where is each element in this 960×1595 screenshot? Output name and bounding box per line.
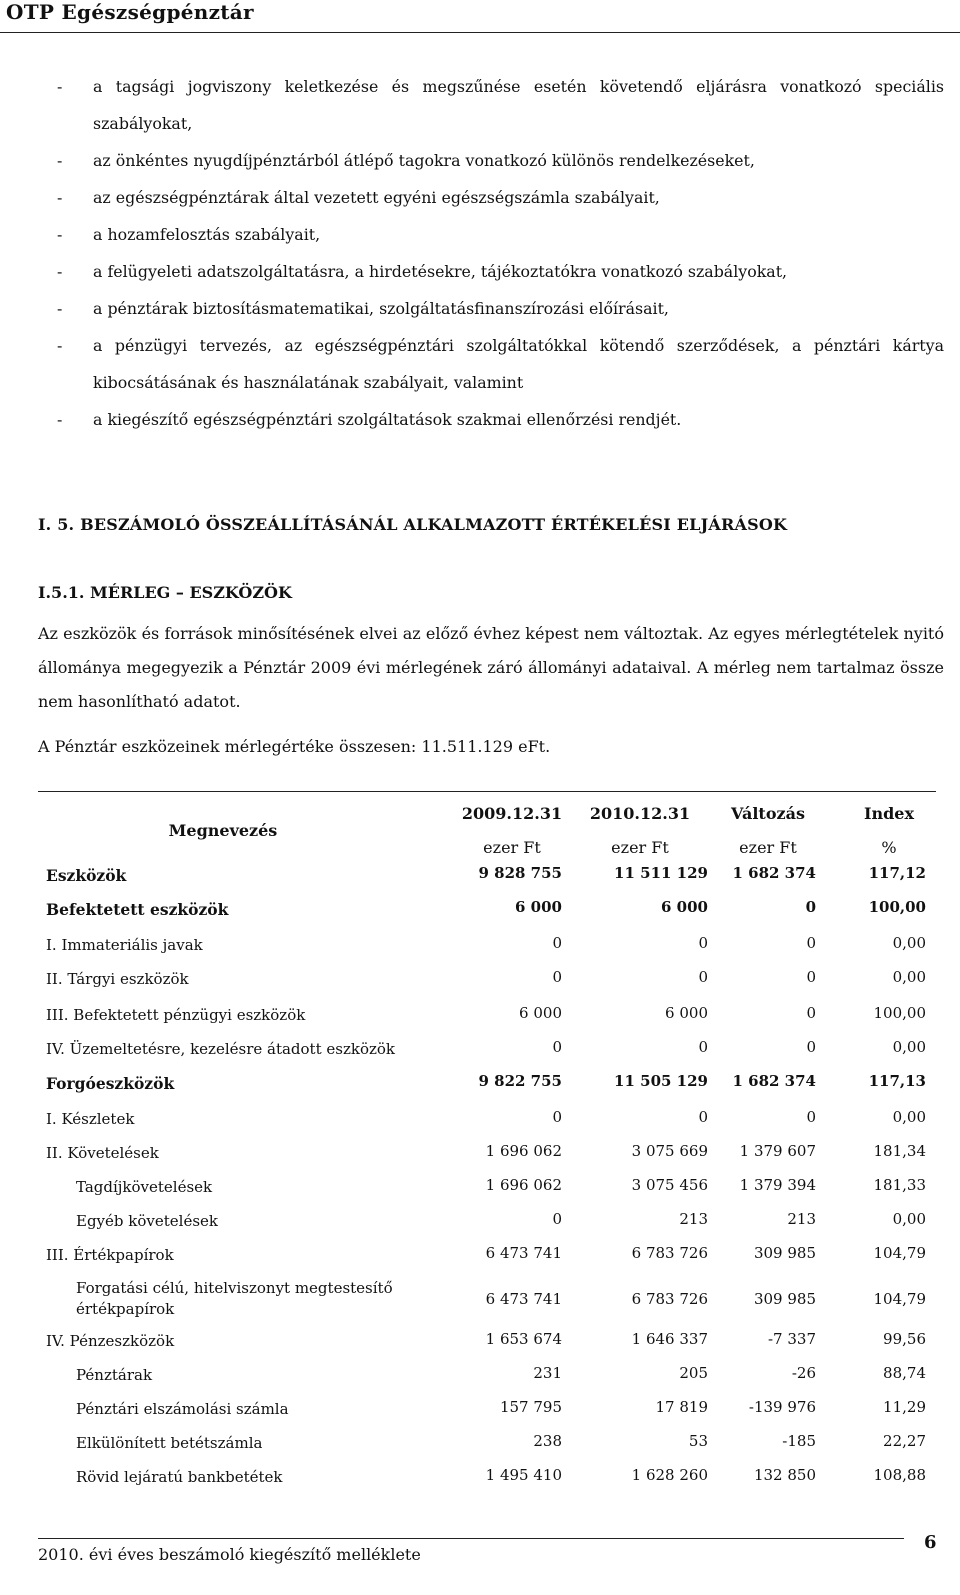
row-divider xyxy=(38,1064,936,1065)
row-label: IV. Üzemeltetésre, kezelésre átadott eszközök xyxy=(46,1040,396,1058)
section-heading: I. 5. BESZÁMOLÓ ÖSSZEÁLLÍTÁSÁNÁL ALKALMAZOTT ÉRTÉKELÉSI ELJÁRÁSOK xyxy=(38,515,788,534)
row-divider xyxy=(38,1098,936,1099)
name-column-header: Megnevezés xyxy=(168,820,278,840)
page-number: 6 xyxy=(924,1532,937,1553)
row-value: 0 xyxy=(805,898,816,916)
row-value: 3 075 669 xyxy=(631,1142,708,1160)
bullet-item: - a kiegészítő egészségpénztári szolgáltatások szakmai ellenőrzési rendjét. xyxy=(57,410,682,429)
row-value: 0 xyxy=(806,1108,816,1126)
row-label: II. Tárgyi eszközök xyxy=(46,970,189,988)
row-divider xyxy=(38,1270,936,1271)
row-value: -185 xyxy=(782,1432,816,1450)
row-label: Befektetett eszközök xyxy=(46,900,229,919)
row-value: 11 505 129 xyxy=(614,1072,708,1090)
row-divider xyxy=(38,1492,936,1493)
row-label: Elkülönített betétszámla xyxy=(76,1434,263,1452)
row-label: III. Értékpapírok xyxy=(46,1246,174,1264)
row-value: 6 473 741 xyxy=(485,1244,562,1262)
row-value: 1 646 337 xyxy=(631,1330,708,1348)
row-value: 181,33 xyxy=(873,1176,926,1194)
row-value: 205 xyxy=(679,1364,708,1382)
row-label: Tagdíjkövetelések xyxy=(76,1178,213,1196)
row-value: 100,00 xyxy=(873,1004,926,1022)
row-value: 0 xyxy=(552,1038,562,1056)
row-divider xyxy=(38,1168,936,1169)
row-value: 1 379 607 xyxy=(739,1142,816,1160)
row-value: 1 628 260 xyxy=(631,1466,708,1484)
row-value: 1 653 674 xyxy=(485,1330,562,1348)
row-value: 104,79 xyxy=(873,1244,926,1262)
row-label: Eszközök xyxy=(46,866,127,885)
row-value: 0,00 xyxy=(892,968,926,986)
row-value: 0 xyxy=(552,1210,562,1228)
row-value: 108,88 xyxy=(873,1466,926,1484)
row-value: 238 xyxy=(533,1432,562,1450)
row-divider xyxy=(38,1202,936,1203)
column-header-2010: 2010.12.31 xyxy=(589,804,691,823)
row-value: 6 473 741 xyxy=(485,1290,562,1308)
row-value: 117,13 xyxy=(868,1072,926,1090)
bullet-item: - a pénzügyi tervezés, az egészségpénztári szolgáltatókkal kötendő szerződések, a pénztári kártya kibocsátásának és használatának szabályait, valamint xyxy=(57,336,944,392)
row-value: 231 xyxy=(533,1364,562,1382)
bullet-list xyxy=(0,68,960,438)
row-value: 132 850 xyxy=(753,1466,816,1484)
row-value: 117,12 xyxy=(868,864,926,882)
row-divider xyxy=(38,924,936,925)
bullet-item: - a tagsági jogviszony keletkezése és megszűnése esetén követendő eljárásra vonatkozó speciális szabályokat, xyxy=(57,77,944,133)
row-divider xyxy=(38,890,936,891)
row-value: 1 696 062 xyxy=(485,1142,562,1160)
row-label: Rövid lejáratú bankbetétek xyxy=(76,1468,283,1486)
column-unit-2009: ezer Ft xyxy=(483,838,541,857)
row-divider xyxy=(38,1390,936,1391)
row-label: III. Befektetett pénzügyi eszközök xyxy=(46,1006,306,1024)
row-value: 0,00 xyxy=(892,1210,926,1228)
row-value: 6 783 726 xyxy=(631,1244,708,1262)
bullet-item: - az egészségpénztárak által vezetett egyéni egészségszámla szabályait, xyxy=(57,188,660,207)
row-value: 88,74 xyxy=(883,1364,926,1382)
row-label: Forgóeszközök xyxy=(46,1074,175,1093)
row-value: 1 682 374 xyxy=(732,1072,816,1090)
row-value: 213 xyxy=(679,1210,708,1228)
row-value: 0 xyxy=(552,934,562,952)
row-value: 0 xyxy=(552,1108,562,1126)
row-value: 0 xyxy=(698,1038,708,1056)
row-value: 17 819 xyxy=(655,1398,708,1416)
row-label: Forgatási célú, hitelviszonyt megtestesítő értékpapírok xyxy=(76,1279,393,1318)
row-label: Egyéb követelések xyxy=(76,1212,218,1230)
row-value: 1 682 374 xyxy=(732,864,816,882)
row-value: 1 696 062 xyxy=(485,1176,562,1194)
row-label: I. Készletek xyxy=(46,1110,135,1128)
row-value: 0,00 xyxy=(892,1038,926,1056)
row-value: 6 000 xyxy=(661,898,708,916)
row-value: 6 783 726 xyxy=(631,1290,708,1308)
row-value: 0,00 xyxy=(892,934,926,952)
row-value: 9 828 755 xyxy=(478,864,562,882)
subsection-heading: I.5.1. MÉRLEG – ESZKÖZÖK xyxy=(38,583,292,602)
total-assets-line: A Pénztár eszközeinek mérlegértéke összesen: 11.511.129 eFt. xyxy=(38,737,551,756)
row-divider xyxy=(38,994,936,995)
row-value: 9 822 755 xyxy=(478,1072,562,1090)
row-value: 213 xyxy=(787,1210,816,1228)
row-value: 53 xyxy=(688,1432,708,1450)
row-label: I. Immateriális javak xyxy=(46,936,203,954)
row-value: 181,34 xyxy=(873,1142,926,1160)
bullet-item: - a felügyeleti adatszolgáltatásra, a hirdetésekre, tájékoztatókra vonatkozó szabályokat, xyxy=(57,262,788,281)
document-header-title: OTP Egészségpénztár xyxy=(6,0,254,24)
column-header-index: Index xyxy=(863,804,915,823)
row-value: 0 xyxy=(552,968,562,986)
row-value: 0 xyxy=(698,968,708,986)
bullet-item: - a pénztárak biztosításmatematikai, szolgáltatásfinanszírozási előírásait, xyxy=(57,299,669,318)
row-value: 0 xyxy=(806,968,816,986)
bullet-item: - az önkéntes nyugdíjpénztárból átlépő tagokra vonatkozó különös rendelkezéseket, xyxy=(57,151,755,170)
row-divider xyxy=(38,1324,936,1325)
row-label: Pénztári elszámolási számla xyxy=(76,1400,289,1418)
row-value: 22,27 xyxy=(883,1432,926,1450)
row-divider xyxy=(38,1424,936,1425)
row-value: 0 xyxy=(698,934,708,952)
row-value: 0,00 xyxy=(892,1108,926,1126)
row-value: -7 337 xyxy=(767,1330,816,1348)
row-value: 0 xyxy=(806,1004,816,1022)
body-paragraph: Az eszközök és források minősítésének elvei az előző évhez képest nem változtak. Az egyes mérlegtételek nyitó állománya megegyezik a Pénztár 2009 évi mérlegének záró állományi adataival. A mérleg nem tartalmaz össze nem hasonlítható adatot. xyxy=(38,624,944,711)
row-value: 11,29 xyxy=(883,1398,926,1416)
row-value: 99,56 xyxy=(883,1330,926,1348)
row-value: 6 000 xyxy=(665,1004,708,1022)
row-divider xyxy=(38,1030,936,1031)
column-unit-change: ezer Ft xyxy=(739,838,797,857)
row-value: 6 000 xyxy=(515,898,562,916)
row-value: -139 976 xyxy=(748,1398,816,1416)
row-value: 309 985 xyxy=(753,1244,816,1262)
row-value: 0 xyxy=(806,1038,816,1056)
row-value: 11 511 129 xyxy=(614,864,708,882)
table-top-rule xyxy=(38,791,936,792)
row-value: 157 795 xyxy=(499,1398,562,1416)
column-unit-2010: ezer Ft xyxy=(611,838,669,857)
footer-text: 2010. évi éves beszámoló kiegészítő melléklete xyxy=(38,1545,421,1564)
footer-divider xyxy=(38,1538,904,1539)
row-label: Pénztárak xyxy=(76,1366,153,1384)
row-value: 104,79 xyxy=(873,1290,926,1308)
row-value: 1 495 410 xyxy=(485,1466,562,1484)
column-unit-index: % xyxy=(881,838,897,857)
row-value: 0 xyxy=(698,1108,708,1126)
row-divider xyxy=(38,1458,936,1459)
column-header-2009: 2009.12.31 xyxy=(461,804,563,823)
table-header xyxy=(0,800,960,860)
row-divider xyxy=(38,960,936,961)
row-value: 3 075 456 xyxy=(631,1176,708,1194)
row-value: 1 379 394 xyxy=(739,1176,816,1194)
row-value: 100,00 xyxy=(868,898,926,916)
row-value: 6 000 xyxy=(519,1004,562,1022)
row-label: IV. Pénzeszközök xyxy=(46,1332,175,1350)
column-header-change: Változás xyxy=(731,804,805,823)
row-divider xyxy=(38,1134,936,1135)
row-label: II. Követelések xyxy=(46,1144,159,1162)
bullet-item: - a hozamfelosztás szabályait, xyxy=(57,225,321,244)
row-value: 0 xyxy=(806,934,816,952)
row-value: 309 985 xyxy=(753,1290,816,1308)
row-divider xyxy=(38,1236,936,1237)
row-value: -26 xyxy=(791,1364,816,1382)
row-divider xyxy=(38,1356,936,1357)
header-divider xyxy=(0,32,960,33)
